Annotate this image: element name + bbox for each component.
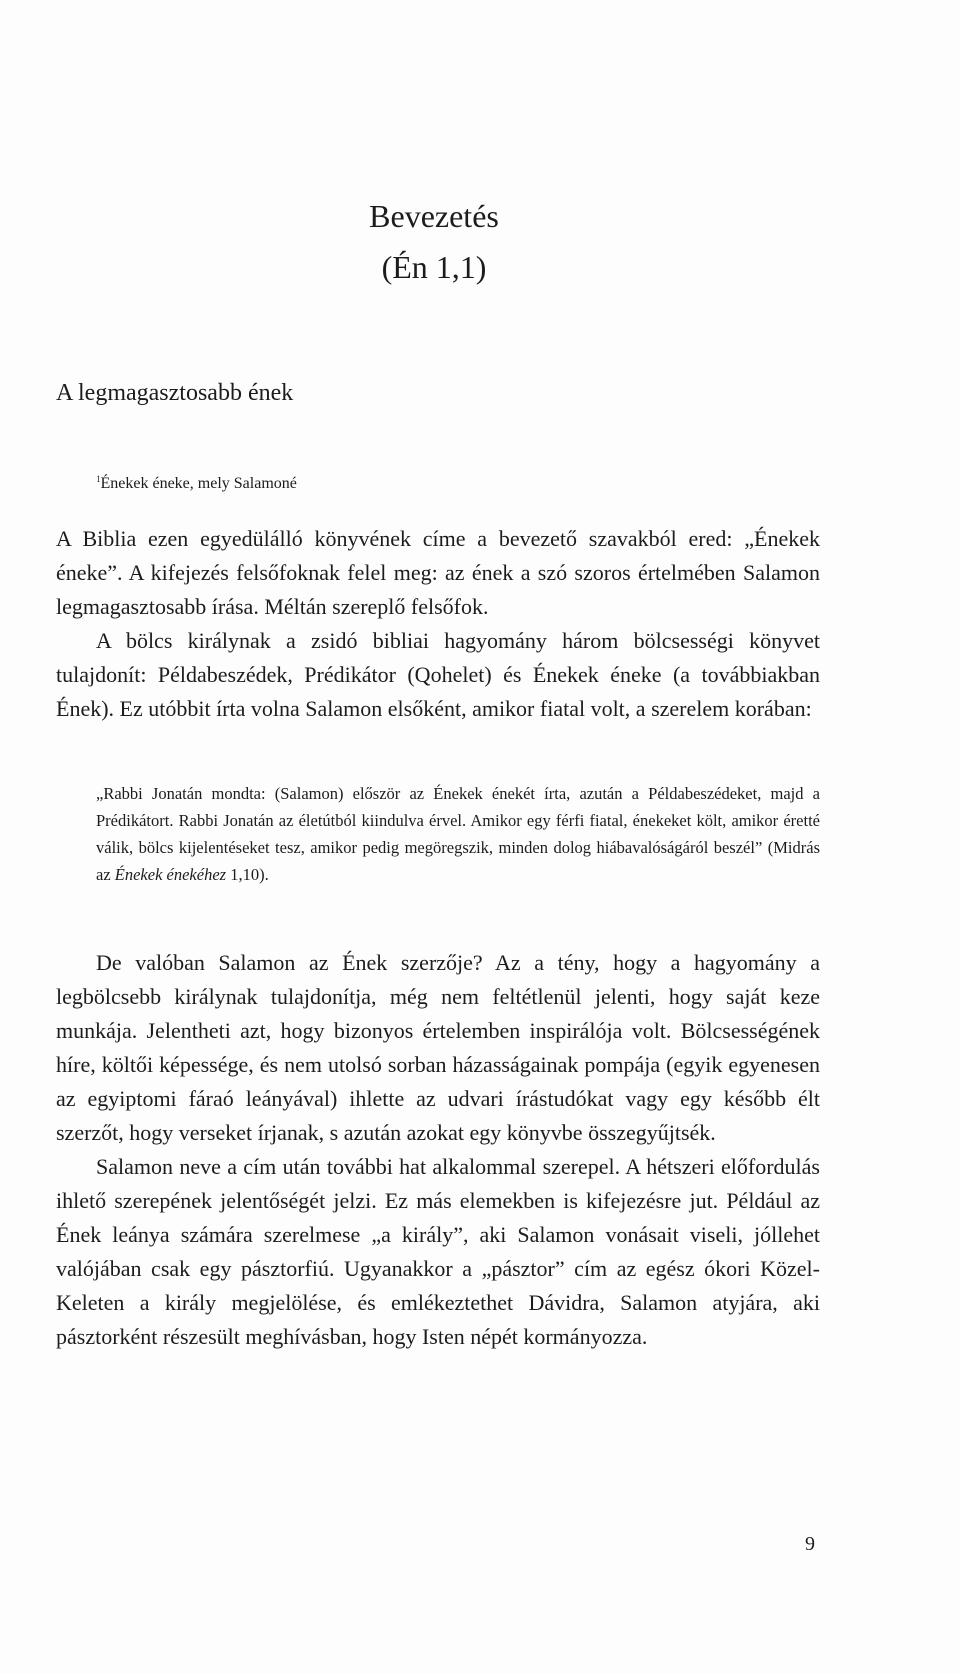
verse-number: 1 — [96, 474, 101, 484]
section-heading: A legmagasztosabb ének — [56, 380, 294, 406]
quote-source-ref: 1,10). — [226, 865, 269, 884]
discussion-paragraphs — [56, 946, 820, 1354]
epigraph — [96, 468, 297, 495]
quote-source-title: Énekek énekéhez — [114, 865, 227, 884]
epigraph-text: Énekek éneke, mely Salamoné — [100, 475, 297, 492]
paragraph: Salamon neve a cím után további hat alkalommal szerepel. A hétszeri előfordulás ihlető szerepének jelentőségét jelzi. Ez más elemekben is kifejezésre jut. Például az Ének leánya számára szerelmese „a király”, aki Salamon vonásait viseli, jóllehet valójában csak egy pásztorfiú. Ugyanakkor a „pásztor” cím az egész ókori Közel-Keleten a király megjelölése, és emlékeztethet Dávidra, Salamon atyjára, aki pásztorként részesült meghívásban, hogy Isten népét kormányozza. — [56, 1154, 820, 1349]
paragraph: A bölcs királynak a zsidó bibliai hagyomány három bölcsességi könyvet tulajdonít: Példabeszédek, Prédikátor (Qohelet) és Énekek éneke (a továbbiakban Ének). Ez utóbbit írta volna Salamon elsőként, amikor fiatal volt, a szerelem korában: — [56, 628, 820, 721]
quote-text: „Rabbi Jonatán mondta: (Salamon) először az Énekek énekét írta, azután a Példabeszédeket, majd a Prédikátort. Rabbi Jonatán az életútból kiindulva érvel. Amikor egy férfi fiatal, énekeket költ, amikor éretté válik, bölcs kijelentéseket tesz, amikor pedig megöregszik, minden dolog hiábavalóságáról beszél” (Midrás az — [96, 784, 820, 884]
intro-paragraphs — [56, 522, 820, 726]
paragraph: De valóban Salamon az Ének szerzője? Az a tény, hogy a hagyomány a legbölcsebb királynak tulajdonítja, még nem feltétlenül jelenti, hogy saját keze munkája. Jelentheti azt, hogy bizonyos értelemben inspirálója volt. Bölcsességének híre, költői képessége, és nem utolsó sorban házasságainak pompája (egyik egyenesen az egyiptomi fáraó leányával) ihlette az udvari írástudókat vagy egy később élt szerzőt, hogy verseket írjanak, s azután azokat egy könyvbe összegyűjtsék. — [56, 950, 820, 1145]
page-number: 9 — [805, 1533, 815, 1555]
chapter-reference: (Én 1,1) — [381, 249, 487, 285]
midrash-quote — [96, 780, 820, 888]
chapter-title: Bevezetés — [369, 198, 499, 234]
paragraph: A Biblia ezen egyedülálló könyvének címe a bevezető szavakból ered: „Énekek éneke”. A kifejezés felsőfoknak felel meg: az ének a szó szoros értelmében Salamon legmagasztosabb írása. Méltán szereplő felsőfok. — [56, 526, 820, 619]
